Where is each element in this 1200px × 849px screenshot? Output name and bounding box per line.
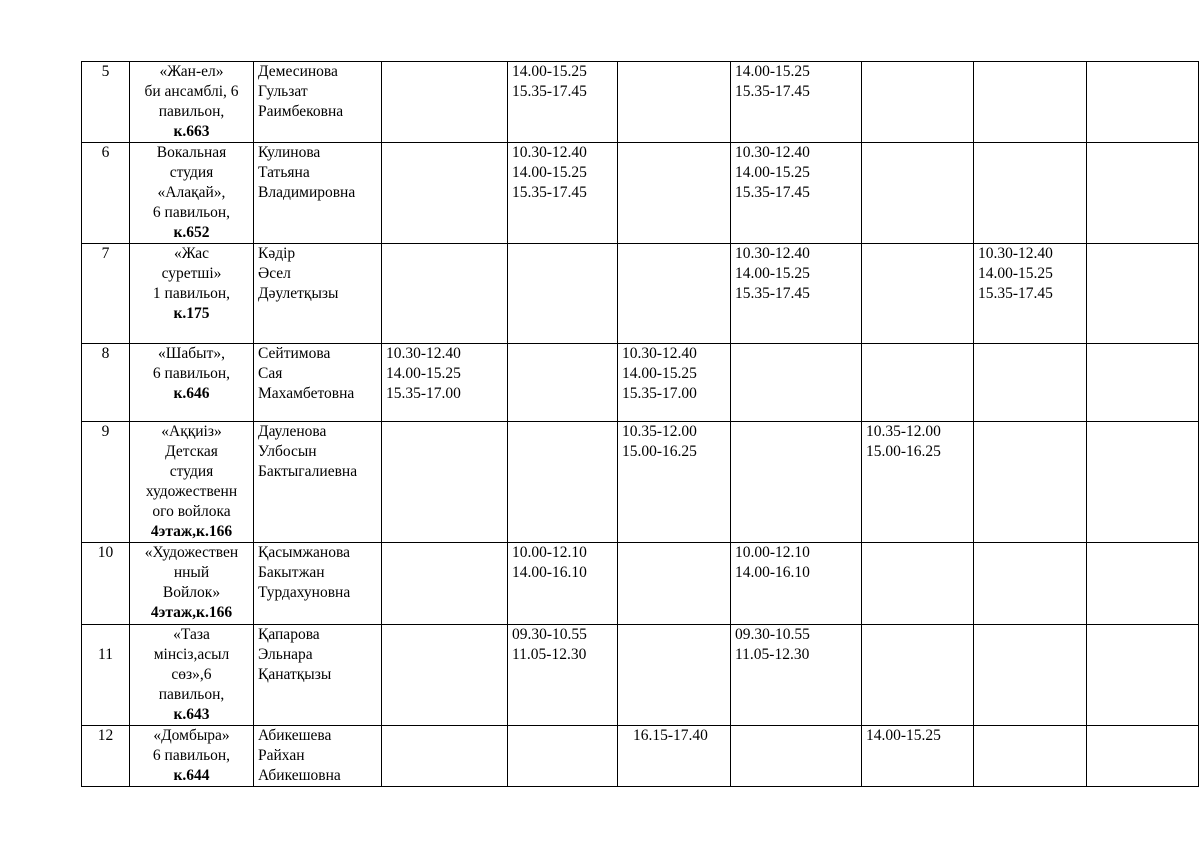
time-slot-day-3: [618, 625, 731, 726]
time-slot-day-7: [1087, 543, 1199, 625]
time-slot-day-7: [1087, 62, 1199, 143]
time-slot-day-7: [1087, 422, 1199, 543]
time-slot-day-2: 09.30-10.55 11.05-12.30: [508, 625, 618, 726]
time-slot-day-4: 14.00-15.25 15.35-17.45: [731, 62, 862, 143]
teacher-name: Абикешева Райхан Абикешовна: [254, 726, 382, 787]
club-room: к.646: [173, 385, 210, 402]
time-slot-day-4: 10.30-12.40 14.00-15.25 15.35-17.45: [731, 143, 862, 244]
time-slot-day-7: [1087, 625, 1199, 726]
time-slot-day-4: 10.00-12.10 14.00-16.10: [731, 543, 862, 625]
time-slot-day-6: [974, 422, 1087, 543]
time-slot-day-4: 10.30-12.40 14.00-15.25 15.35-17.45: [731, 244, 862, 344]
time-slot-day-1: [382, 726, 508, 787]
time-slot-day-3: [618, 543, 731, 625]
table-row: [82, 62, 1200, 143]
club-room: 4этаж,к.166: [150, 523, 233, 540]
club-name: Вокальная студия «Алақай», 6 павильон,: [152, 144, 231, 221]
table-row: [82, 143, 1200, 244]
time-slot-day-7: [1087, 344, 1199, 422]
teacher-name: Кулинова Татьяна Владимировна: [254, 143, 382, 244]
time-slot-day-7: [1087, 143, 1199, 244]
time-slot-day-5: 14.00-15.25: [862, 726, 974, 787]
time-slot-day-5: [862, 344, 974, 422]
time-slot-day-3: 16.15-17.40: [618, 726, 731, 787]
teacher-name: Кәдір Әсел Дәулетқызы: [254, 244, 382, 344]
time-slot-day-6: 10.30-12.40 14.00-15.25 15.35-17.45: [974, 244, 1087, 344]
time-slot-day-6: [974, 726, 1087, 787]
time-slot-day-2: [508, 726, 618, 787]
time-slot-day-4: [731, 726, 862, 787]
club-cell: [130, 625, 254, 726]
club-room: к.652: [173, 224, 210, 241]
time-slot-day-5: [862, 143, 974, 244]
teacher-name: Қапарова Эльнара Қанатқызы: [254, 625, 382, 726]
time-slot-day-3: 10.35-12.00 15.00-16.25: [618, 422, 731, 543]
club-cell: [130, 726, 254, 787]
table-row: [82, 244, 1200, 344]
table-row: [82, 625, 1200, 726]
club-cell: [130, 543, 254, 625]
club-room: к.643: [173, 706, 210, 723]
teacher-name: Демесинова Гульзат Раимбековна: [254, 62, 382, 143]
time-slot-day-4: 09.30-10.55 11.05-12.30: [731, 625, 862, 726]
row-number: 6: [82, 143, 130, 244]
club-cell: [130, 422, 254, 543]
row-number: 11: [82, 625, 130, 726]
club-name: «Художествен нный Войлок»: [144, 544, 239, 601]
time-slot-day-6: [974, 625, 1087, 726]
time-slot-day-5: [862, 543, 974, 625]
table-row: [82, 344, 1200, 422]
club-cell: [130, 62, 254, 143]
time-slot-day-2: 14.00-15.25 15.35-17.45: [508, 62, 618, 143]
time-slot-day-2: 10.00-12.10 14.00-16.10: [508, 543, 618, 625]
time-slot-day-2: [508, 244, 618, 344]
teacher-name: Сейтимова Сая Махамбетовна: [254, 344, 382, 422]
time-slot-day-6: [974, 344, 1087, 422]
time-slot-day-6: [974, 62, 1087, 143]
time-slot-day-6: [974, 143, 1087, 244]
table-row: [82, 543, 1200, 625]
club-name: «Жан-ел» би ансамблі, 6 павильон,: [144, 63, 239, 120]
time-slot-day-4: [731, 344, 862, 422]
row-number: 5: [82, 62, 130, 143]
time-slot-day-5: [862, 625, 974, 726]
time-slot-day-6: [974, 543, 1087, 625]
time-slot-day-3: 10.30-12.40 14.00-15.25 15.35-17.00: [618, 344, 731, 422]
teacher-name: Қасымжанова Бакытжан Турдахуновна: [254, 543, 382, 625]
table-row: [82, 726, 1200, 787]
club-room: к.175: [173, 305, 210, 322]
table-row: [82, 422, 1200, 543]
time-slot-day-1: [382, 62, 508, 143]
time-slot-day-3: [618, 62, 731, 143]
club-room: к.644: [173, 767, 210, 784]
time-slot-day-4: [731, 422, 862, 543]
time-slot-day-7: [1087, 726, 1199, 787]
club-cell: [130, 244, 254, 344]
club-name: «Шабыт», 6 павильон,: [152, 345, 231, 382]
club-room: к.663: [173, 123, 210, 140]
schedule-table: [81, 61, 1200, 787]
time-slot-day-1: [382, 422, 508, 543]
time-slot-day-5: [862, 244, 974, 344]
time-slot-day-1: [382, 543, 508, 625]
row-number: 12: [82, 726, 130, 787]
time-slot-day-5: 10.35-12.00 15.00-16.25: [862, 422, 974, 543]
time-slot-day-2: [508, 422, 618, 543]
time-slot-day-7: [1087, 244, 1199, 344]
club-room: 4этаж,к.166: [150, 604, 233, 621]
schedule-body: [82, 62, 1200, 787]
time-slot-day-3: [618, 244, 731, 344]
club-name: «Жас суретші» 1 павильон,: [152, 245, 231, 302]
time-slot-day-2: [508, 344, 618, 422]
row-number: 7: [82, 244, 130, 344]
time-slot-day-2: 10.30-12.40 14.00-15.25 15.35-17.45: [508, 143, 618, 244]
time-slot-day-1: 10.30-12.40 14.00-15.25 15.35-17.00: [382, 344, 508, 422]
time-slot-day-5: [862, 62, 974, 143]
club-cell: [130, 143, 254, 244]
club-cell: [130, 344, 254, 422]
time-slot-day-3: [618, 143, 731, 244]
row-number: 8: [82, 344, 130, 422]
club-name: «Аққиіз» Детская студия художественн ого войлока: [145, 423, 238, 520]
club-name: «Домбыра» 6 павильон,: [152, 727, 231, 764]
row-number: 9: [82, 422, 130, 543]
time-slot-day-1: [382, 143, 508, 244]
time-slot-day-1: [382, 244, 508, 344]
time-slot-day-1: [382, 625, 508, 726]
row-number: 10: [82, 543, 130, 625]
teacher-name: Дауленова Улбосын Бактыгалиевна: [254, 422, 382, 543]
club-name: «Таза мінсіз,асыл сөз»,6 павильон,: [153, 626, 230, 703]
